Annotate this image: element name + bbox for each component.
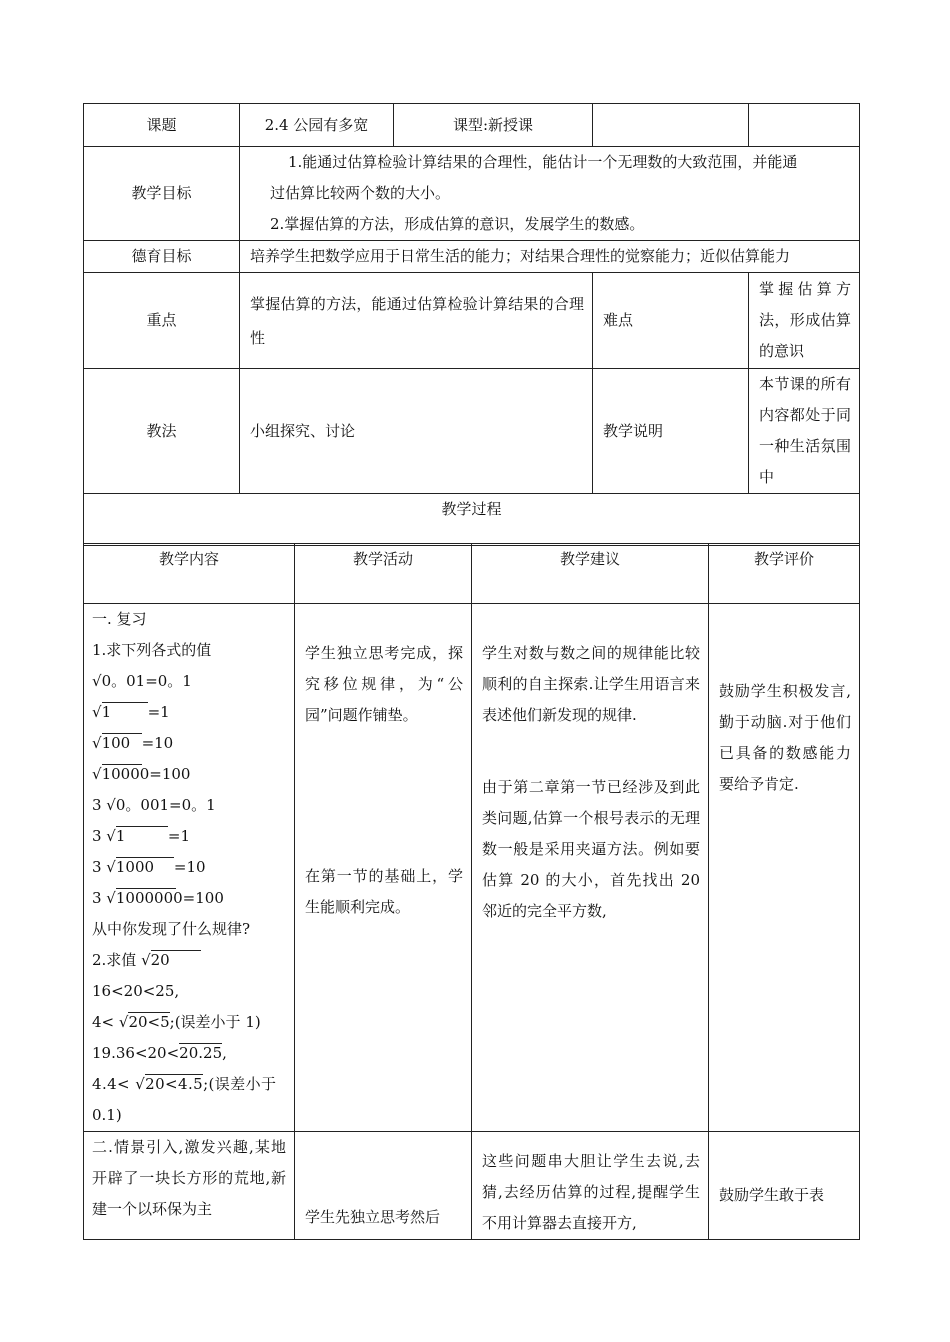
lesson-type: 课型:新授课: [394, 104, 593, 147]
goal-line-1a: 1.能通过估算检验计算结果的合理性，能估计一个无理数的大致范围，并能通: [288, 153, 798, 171]
content-line: 19.36<20<20.25,: [92, 1044, 227, 1062]
content-line: √0。01=0。1: [92, 672, 192, 690]
scenario-suggestion-cell: [472, 1132, 709, 1240]
section-title-review: 一. 复习: [92, 610, 147, 628]
column-header-content: 教学内容: [84, 544, 295, 604]
note-label: 教学说明: [593, 369, 749, 494]
empty-cell: [593, 104, 749, 147]
review-suggestion-cell: [472, 604, 709, 1132]
column-header-activity: 教学活动: [295, 544, 472, 604]
column-header-suggestion: 教学建议: [472, 544, 709, 604]
content-line: 16<20<25,: [92, 982, 180, 1000]
column-header-evaluation: 教学评价: [709, 544, 860, 604]
suggestion-text-1: 学生对数与数之间的规律能比较顺利的自主探索.让学生用语言来表述他们新发现的规律.: [482, 644, 700, 724]
review-activity-cell: [295, 604, 472, 1132]
content-line: √100 =10: [92, 734, 174, 752]
scenario-content-cell: [84, 1132, 295, 1240]
suggestion-text-2: 由于第二章第一节已经涉及到此类问题,估算一个根号表示的无理数一般是采用夹逼方法。例如要估算 20 的大小，首先找出 20 邻近的完全平方数,: [482, 778, 700, 920]
content-line: 3 √1000000=100: [92, 889, 224, 907]
moral-label: 德育目标: [84, 241, 240, 273]
content-line: 4< √20<5;(误差小于 1): [92, 1013, 261, 1031]
goal-line-2: 2.掌握估算的方法，形成估算的意识，发展学生的数感。: [270, 215, 645, 233]
goal-label: 教学目标: [84, 147, 240, 241]
review-content-cell: [84, 604, 295, 1132]
content-line: 1.求下列各式的值: [92, 641, 212, 659]
goal-content: [240, 147, 860, 241]
scenario-content-text: 二.情景引入,激发兴趣,某地开辟了一块长方形的荒地,新建一个以环保为主: [92, 1138, 286, 1218]
content-line: √1 =1: [92, 703, 170, 721]
difficult-label: 难点: [593, 273, 749, 369]
goal-line-1b: 过估算比较两个数的大小。: [270, 184, 451, 202]
activity-text-1: 学生独立思考完成，探究移位规律，为“公园”问题作铺垫。: [305, 644, 463, 724]
key-value: 掌握估算的方法，能通过估算检验计算结果的合理性: [240, 273, 593, 369]
difficult-value: 掌握估算方法，形成估算的意识: [749, 273, 860, 369]
lesson-header-table: [83, 103, 860, 546]
content-line: 4.4< √20<4.5;(误差小于: [92, 1075, 277, 1093]
method-label: 教法: [84, 369, 240, 494]
empty-cell: [749, 104, 860, 147]
content-line: 从中你发现了什么规律?: [92, 920, 251, 938]
content-line: 0.1): [92, 1106, 122, 1124]
topic-value: 2.4 公园有多宽: [240, 104, 394, 147]
evaluation-text: 鼓励学生积极发言,勤于动脑.对于他们已具备的数感能力要给予肯定.: [719, 682, 851, 793]
key-label: 重点: [84, 273, 240, 369]
activity-text-2: 在第一节的基础上，学生能顺利完成。: [305, 867, 463, 916]
method-value: 小组探究、讨论: [240, 369, 593, 494]
scenario-evaluation-cell: [709, 1132, 860, 1240]
moral-value: 培养学生把数学应用于日常生活的能力；对结果合理性的觉察能力；近似估算能力: [240, 241, 860, 273]
content-line: 2.求值 √20: [92, 945, 294, 976]
scenario-suggestion-text: 这些问题串大胆让学生去说,去猜,去经历估算的过程,提醒学生不用计算器去直接开方,: [482, 1152, 700, 1232]
process-title: 教学过程: [84, 494, 860, 546]
content-line: 3 √1 =1: [92, 827, 190, 845]
topic-label: 课题: [84, 104, 240, 147]
content-line: 3 √0。001=0。1: [92, 796, 216, 814]
process-table: [83, 543, 860, 1240]
note-value: 本节课的所有内容都处于同一种生活氛围中: [749, 369, 860, 494]
content-line: √10000=100: [92, 765, 191, 783]
scenario-activity-text: 学生先独立思考然后: [305, 1208, 441, 1226]
content-line: 3 √1000 =10: [92, 858, 206, 876]
scenario-evaluation-text: 鼓励学生敢于表: [719, 1186, 825, 1204]
review-content: [92, 604, 294, 1131]
scenario-activity-cell: [295, 1132, 472, 1240]
review-evaluation-cell: [709, 604, 860, 1132]
